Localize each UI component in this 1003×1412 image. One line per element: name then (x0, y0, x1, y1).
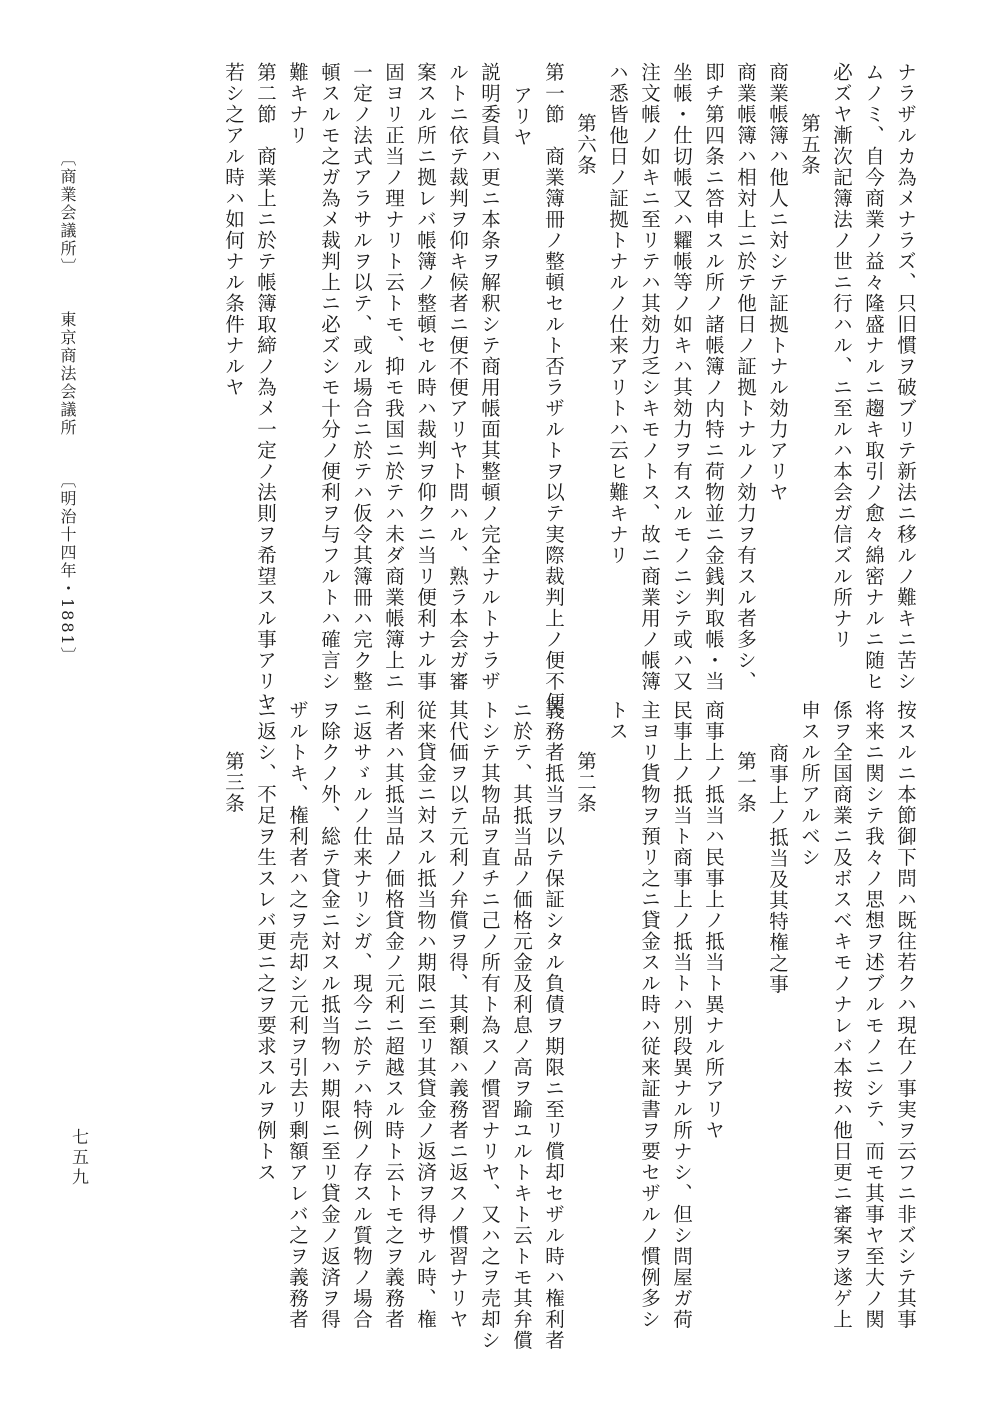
footer-date: 〔明治十四年・1881〕 (58, 472, 77, 665)
upper-text-block (121, 62, 921, 713)
text-column: 係ヲ全国商業ニ及ボスベキモノナレバ本按ハ他日更ニ審案ヲ遂ゲ上 (830, 700, 853, 1330)
text-column: 申スル所アルベシ (798, 700, 821, 868)
footer-publisher: 東京商法会議所 (58, 311, 77, 438)
text-column: 注文帳ノ如キニ至リテハ其効力乏シキモノトス、故ニ商業用ノ帳簿 (638, 62, 661, 692)
text-column: 将来ニ関シテ我々ノ思想ヲ述ブルモノニシテ、而モ其事ヤ至大ノ関 (862, 700, 885, 1330)
text-column: ヲ除クノ外、総テ貸金ニ対スル抵当物ハ期限ニ至リ貸金ノ返済ヲ得 (318, 700, 341, 1330)
text-column: 商業帳簿ハ相対上ニ於テ他日ノ証拠トナルノ効力ヲ有スル者多シ、 (734, 62, 757, 692)
text-column: ルトニ依テ裁判ヲ仰キ候者ニ便不便アリヤト問ハル、熟ラ本会ガ審 (446, 62, 469, 692)
text-column: トシテ其物品ヲ直チニ己ノ所有ト為スノ慣習ナリヤ、又ハ之ヲ売却シ (478, 700, 501, 1351)
footer-source: 〔商業会議所〕 (58, 150, 77, 276)
text-column: ハ悉皆他日ノ証拠トナルノ仕来アリトハ云ヒ難キナリ (606, 62, 629, 566)
section-heading: 商事上ノ抵当及其特権之事 (766, 742, 789, 995)
text-column: 固ヨリ正当ノ理ナリト云トモ、抑モ我国ニ於テハ未ダ商業帳簿上ニ (382, 62, 405, 692)
article-heading: 第二条 (574, 750, 597, 814)
text-column: ニ於テ、其抵当品ノ価格元金及利息ノ高ヲ踰ユルトキト云トモ其弁償 (510, 700, 533, 1351)
text-column: 即チ第四条ニ答申スル所ノ諸帳簿ノ内特ニ荷物並ニ金銭判取帳・当 (702, 62, 725, 692)
text-column: 主ヨリ貨物ヲ預リ之ニ貸金スル時ハ従来証書ヲ要セザルノ慣例多シ (638, 700, 661, 1330)
text-column: 第一節 商業簿冊ノ整頓セルト否ラザルトヲ以テ実際裁判上ノ便不便 (542, 62, 565, 713)
text-column: ザルトキ、権利者ハ之ヲ売却シ元利ヲ引去リ剰額アレバ之ヲ義務者 (286, 700, 309, 1330)
article-heading: 第一条 (734, 750, 757, 814)
text-column: 其代価ヲ以テ元利ノ弁償ヲ得、其剰額ハ義務者ニ返スノ慣習ナリヤ (446, 700, 469, 1330)
text-column: 頓スルモ之ガ為メ裁判上ニ必ズシモ十分ノ便利ヲ与フルトハ確言シ (318, 62, 341, 692)
text-column: 按スルニ本節御下問ハ既往若クハ現在ノ事実ヲ云フニ非ズシテ其事 (894, 700, 917, 1330)
text-column: 若シ之アル時ハ如何ナル条件ナルヤ (222, 62, 245, 398)
text-column: 第二節 商業上ニ於テ帳簿取締ノ為メ一定ノ法則ヲ希望スル事アリヤ (254, 62, 277, 713)
text-column: ニ返シ、不足ヲ生スレバ更ニ之ヲ要求スルヲ例トス (254, 700, 277, 1183)
lower-text-block (121, 700, 921, 1351)
running-footer (56, 150, 79, 665)
article-heading: 第五条 (798, 112, 821, 176)
page-number: 七五九 (68, 1128, 88, 1188)
text-column: 一定ノ法式アラサルヲ以テ、或ル場合ニ於テハ仮令其簿冊ハ完ク整 (350, 62, 373, 692)
text-column: 商事上ノ抵当ハ民事上ノ抵当ト異ナル所アリヤ (702, 700, 725, 1141)
text-column: 従来貸金ニ対スル抵当物ハ期限ニ至リ其貸金ノ返済ヲ得サル時、権 (414, 700, 437, 1330)
text-column: ニ返サゞルノ仕来ナリシガ、現今ニ於テハ特例ノ存スル質物ノ場合 (350, 700, 373, 1330)
text-column: 必ズヤ漸次記簿法ノ世ニ行ハル、ニ至ルハ本会ガ信ズル所ナリ (830, 62, 853, 650)
text-column: 民事上ノ抵当ト商事上ノ抵当トハ別段異ナル所ナシ、但シ問屋ガ荷 (670, 700, 693, 1330)
text-column: 坐帳・仕切帳又ハ糶帳等ノ如キハ其効力ヲ有スルモノニシテ或ハ又 (670, 62, 693, 692)
article-heading: 第三条 (222, 750, 245, 814)
text-column: ムノミ、自今商業ノ益々隆盛ナルニ趨キ取引ノ愈々綿密ナルニ随ヒ (862, 62, 885, 692)
article-heading: 第六条 (574, 112, 597, 176)
text-column: 難キナリ (286, 62, 309, 146)
text-column: 商業帳簿ハ他人ニ対シテ証拠トナル効力アリヤ (766, 62, 789, 503)
text-column: 案スル所ニ拠レバ帳簿ノ整頓セル時ハ裁判ヲ仰クニ当リ便利ナル事 (414, 62, 437, 692)
text-column: 利者ハ其抵当品ノ価格貸金ノ元利ニ超越スル時ト云トモ之ヲ義務者 (382, 700, 405, 1330)
text-column: トス (606, 700, 629, 742)
text-column: 説明委員ハ更ニ本条ヲ解釈シテ商用帳面其整頓ノ完全ナルトナラザ (478, 62, 501, 692)
text-column: ナラザルカ為メナラズ、只旧慣ヲ破ブリテ新法ニ移ルノ難キニ苦シ (894, 62, 917, 692)
text-column: 義務者抵当ヲ以テ保証シタル負債ヲ期限ニ至リ償却セザル時ハ権利者 (542, 700, 565, 1351)
text-column: アリヤ (510, 85, 533, 149)
